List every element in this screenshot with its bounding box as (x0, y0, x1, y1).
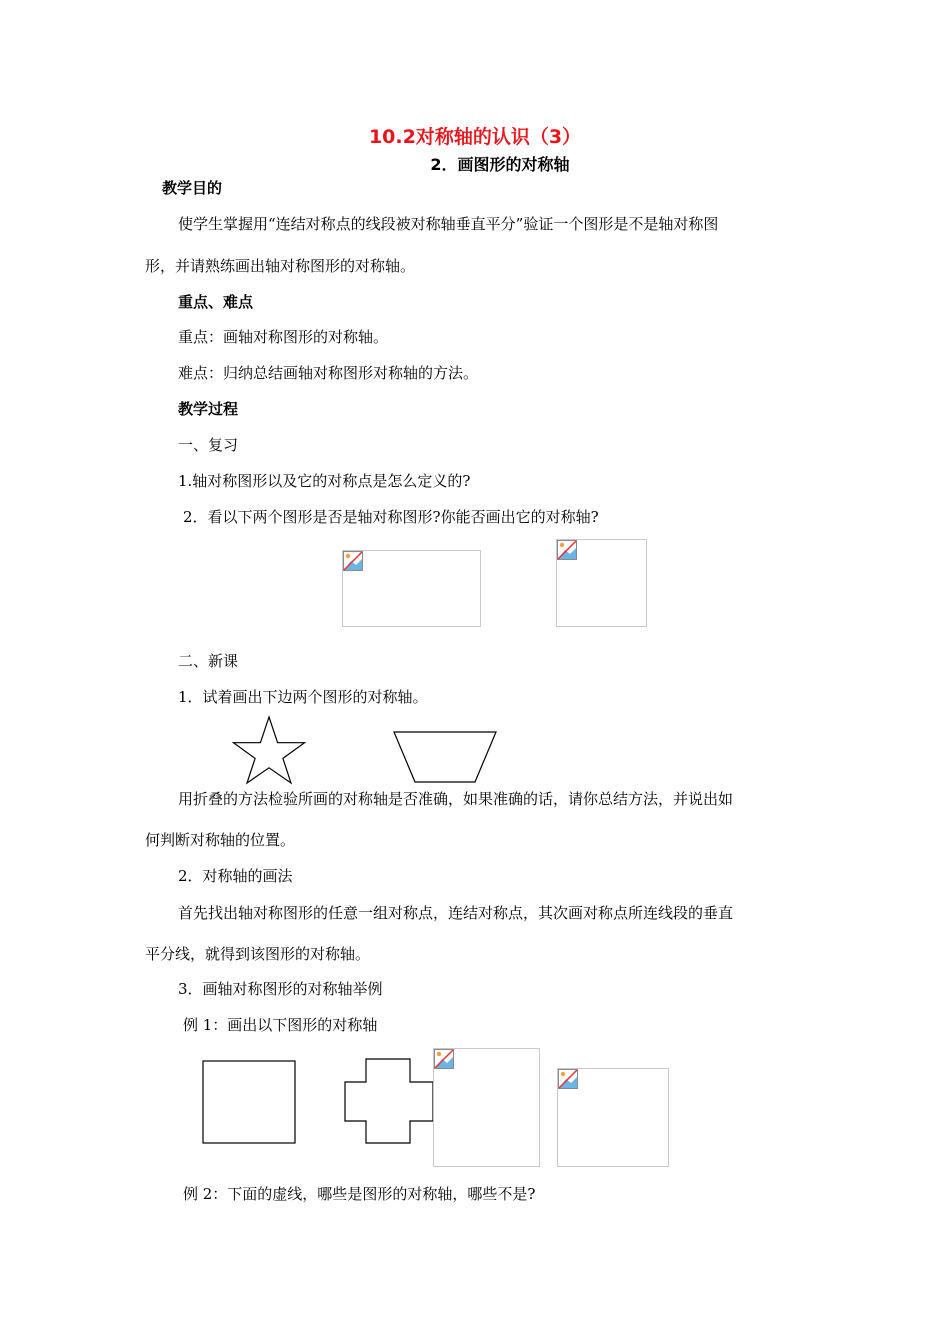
image-placeholder (557, 1068, 669, 1167)
fold-text-line2: 何判断对称轴的位置。 (145, 831, 296, 849)
review-question-1: 1.轴对称图形以及它的对称点是怎么定义的? (178, 472, 471, 490)
newlesson-heading: 二、新课 (178, 652, 239, 670)
broken-image-icon (557, 540, 577, 560)
keypoint-focus: 重点：画轴对称图形的对称轴。 (178, 328, 389, 346)
broken-image-icon (434, 1049, 454, 1069)
objective-text-line1: 使学生掌握用“连结对称点的线段被对称轴垂直平分”验证一个图形是不是轴对称图 (178, 215, 719, 233)
page-title: 10.2对称轴的认识（3） (368, 126, 582, 148)
example-2-prompt: 例 2：下面的虚线，哪些是图形的对称轴，哪些不是? (183, 1185, 536, 1203)
fold-text-line1: 用折叠的方法检验所画的对称轴是否准确，如果准确的话，请你总结方法，并说出如 (178, 790, 734, 808)
image-placeholder (433, 1048, 540, 1167)
newlesson-item-3: 3．画轴对称图形的对称轴举例 (178, 980, 383, 998)
review-heading: 一、复习 (178, 436, 239, 454)
trapezoid-shape (393, 731, 497, 783)
image-placeholder (556, 539, 647, 627)
broken-image-icon (558, 1069, 578, 1089)
cross-shape (344, 1058, 434, 1144)
objective-text-line2: 形，并请熟练画出轴对称图形的对称轴。 (145, 257, 416, 275)
broken-image-icon (343, 551, 363, 571)
keypoint-difficulty: 难点：归纳总结画轴对称图形对称轴的方法。 (178, 364, 479, 382)
method-text-line1: 首先找出轴对称图形的任意一组对称点，连结对称点，其次画对称点所连线段的垂直 (178, 904, 734, 922)
square-shape (202, 1060, 296, 1144)
page-subtitle: 2．画图形的对称轴 (430, 155, 570, 174)
newlesson-item-1: 1．试着画出下边两个图形的对称轴。 (178, 688, 428, 706)
image-placeholder (342, 550, 481, 627)
example-1-prompt: 例 1：画出以下图形的对称轴 (183, 1016, 378, 1034)
section-heading-keypoints: 重点、难点 (178, 293, 254, 311)
newlesson-item-2: 2．对称轴的画法 (178, 867, 293, 885)
method-text-line2: 平分线，就得到该图形的对称轴。 (145, 945, 371, 963)
section-heading-objective: 教学目的 (162, 179, 223, 197)
review-question-2: 2．看以下两个图形是否是轴对称图形?你能否画出它的对称轴? (183, 508, 599, 526)
section-heading-process: 教学过程 (178, 400, 239, 418)
star-shape (232, 716, 306, 784)
